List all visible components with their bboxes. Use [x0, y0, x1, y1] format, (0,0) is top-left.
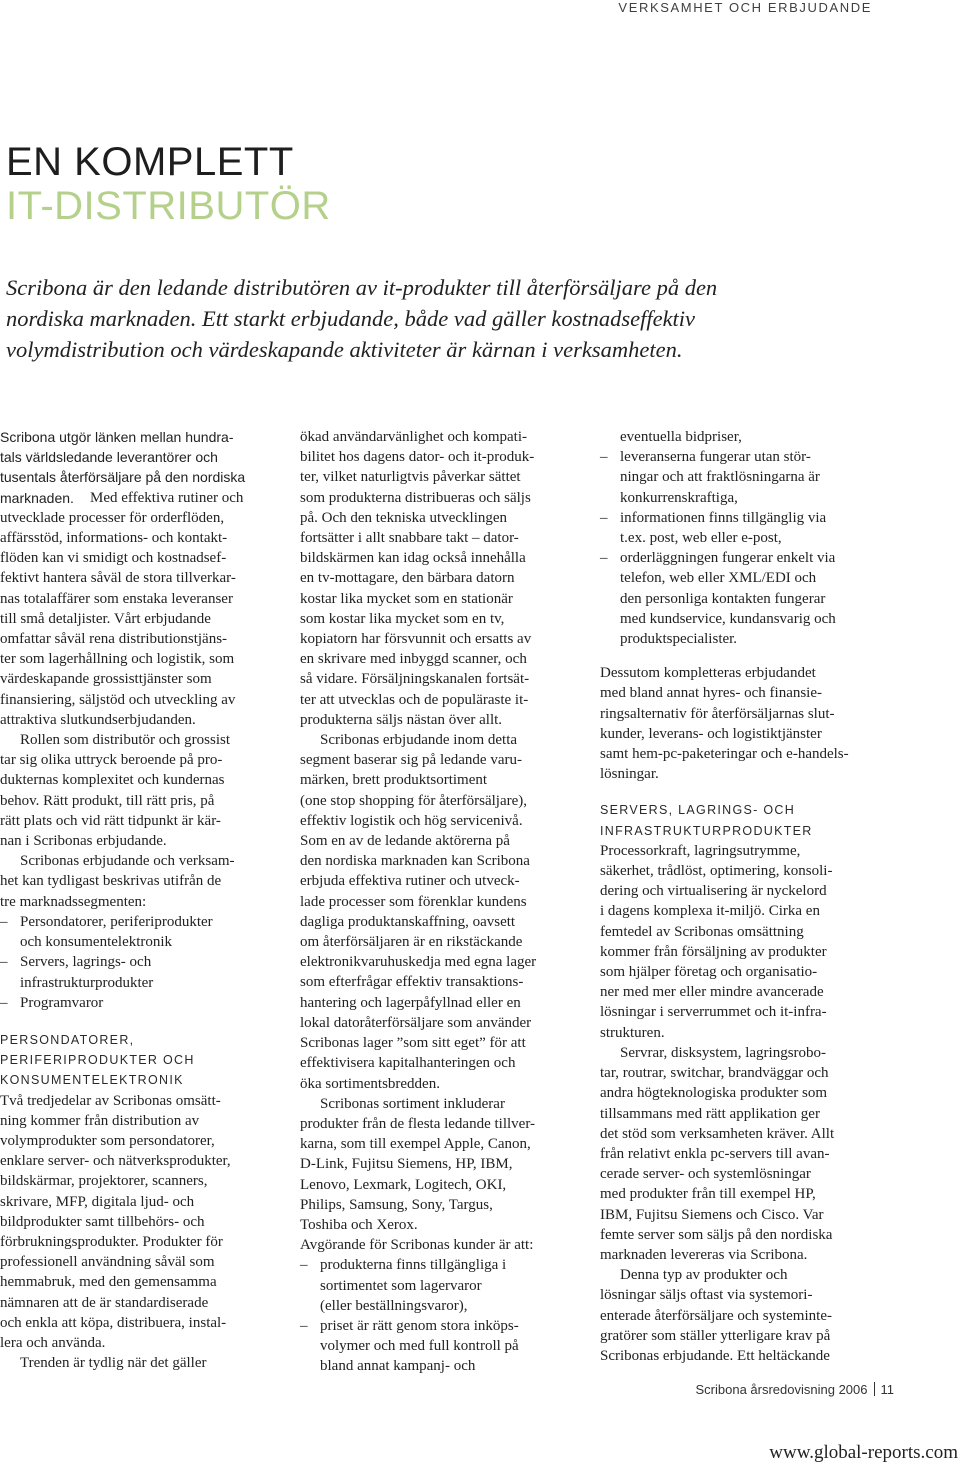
title-line-2: IT-DISTRIBUTÖR	[6, 184, 331, 228]
text-line: och konsumentelektronik	[20, 934, 173, 951]
section-heading	[0, 1030, 270, 1091]
paragraph	[0, 851, 270, 912]
text-line: professionell användning såväl som	[0, 1254, 215, 1271]
text-line: en tv-mottagare, den bärbara datorn	[300, 570, 515, 587]
text-line: erbjuda effektiva rutiner och utveck-	[300, 873, 520, 890]
paragraph	[300, 1235, 572, 1255]
text-line: tusentals återförsäljare på den nordiska	[0, 469, 246, 486]
text-line: volymer och med full kontroll på	[320, 1338, 519, 1355]
lead-paragraph	[6, 272, 936, 365]
criteria-list	[300, 1255, 572, 1376]
text-line: ter att utvecklas och de populäraste it-	[300, 691, 529, 708]
paragraph	[600, 1043, 872, 1265]
text-line: het kan tydligast beskrivas utifrån de	[0, 873, 222, 890]
text-line: marknaden levereras via Scribona.	[600, 1246, 808, 1263]
text-line: behov. Rätt produkt, till rätt pris, på	[0, 792, 215, 809]
text-line: utvecklade processer för orderflöden,	[0, 509, 225, 526]
text-line: marknaden.	[0, 489, 74, 506]
text-line: sortimentet som lagervaror	[320, 1277, 482, 1294]
footer-divider	[874, 1382, 875, 1396]
text-line: bildskärmen kan idag också innehålla	[300, 550, 526, 567]
text-line: ningar och att fraktlösningarna är	[620, 469, 820, 486]
text-line: effektivisera kapitalhanteringen och	[300, 1055, 516, 1072]
text-line: Scribonas erbjudande. Ett heltäckande	[600, 1347, 830, 1364]
lead-line: nordiska marknaden. Ett starkt erbjudande, både vad gäller kostnadseffektiv	[6, 306, 696, 331]
text-line: – leveranserna fungerar utan stör-	[620, 449, 811, 466]
text-line: femtedel av Scribonas omsättning	[600, 923, 804, 940]
text-line: enterade återförsäljare och systeminte-	[600, 1307, 832, 1324]
text-line: (eller beställningsvaror),	[320, 1297, 468, 1314]
text-line: med produkter från till exempel HP,	[600, 1186, 816, 1203]
text-line: lade processer som förenklar kundens	[300, 893, 527, 910]
heading-line: PERSONDATORER,	[0, 1032, 135, 1047]
text-line: lösningar i serverrummet och it-infra-	[600, 1004, 827, 1021]
text-column-1	[0, 427, 270, 1373]
text-line: Toshiba och Xerox.	[300, 1216, 418, 1233]
text-line: som hjälper företag och organisatio-	[600, 964, 818, 981]
text-line: som efterfrågar effektiv transaktions-	[300, 974, 524, 991]
text-line: hantering och lagerpåfyllnad eller en	[300, 994, 521, 1011]
list-item	[600, 508, 872, 548]
text-line: bildprodukter samt tillbehörs- och	[0, 1213, 205, 1230]
text-line: fortsätter i allt snabbare takt – dator-	[300, 530, 519, 547]
text-line: från relativt enkla pc-servers till avan-	[600, 1145, 830, 1162]
text-line: cerade server- och systemlösningar	[600, 1166, 811, 1183]
criteria-list-continued	[600, 447, 872, 649]
text-line: strukturen.	[600, 1024, 665, 1041]
page-title	[6, 140, 331, 228]
text-line: segment baserar sig på ledande varu-	[300, 752, 522, 769]
text-line: som produkterna distribueras och säljs	[300, 489, 531, 506]
text-line: i dagens komplexa it-miljö. Cirka en	[600, 903, 820, 920]
text-line: produkterna säljs nästan över allt.	[300, 711, 503, 728]
text-line: bilitet hos dagens dator- och it-produk-	[300, 449, 535, 466]
text-line: – Persondatorer, periferiprodukter	[20, 913, 213, 930]
text-line: – priset är rätt genom stora inköps-	[320, 1317, 519, 1334]
text-line: nas totalaffärer som enstaka leveranser	[0, 590, 233, 607]
heading-line: SERVERS, LAGRINGS- OCH	[600, 803, 796, 818]
page-footer	[696, 1382, 895, 1397]
text-line: en skrivare med inbyggd scanner, och	[300, 651, 527, 668]
paragraph	[0, 730, 270, 851]
text-line: Processorkraft, lagringsutrymme,	[600, 842, 801, 859]
text-line: Trenden är tydlig när det gäller	[20, 1355, 207, 1372]
text-line: förbrukningsprodukter. Produkter för	[0, 1233, 223, 1250]
text-line: D-Link, Fujitsu Siemens, HP, IBM,	[300, 1156, 513, 1173]
text-line: Dessutom kompletteras erbjudandet	[600, 665, 816, 682]
text-line: lösningar.	[600, 766, 659, 783]
list-item	[300, 1316, 572, 1377]
text-line: – informationen finns tillgänglig via	[620, 509, 827, 526]
text-line: lera och använda.	[0, 1334, 106, 1351]
text-line: – produkterna finns tillgängliga i	[320, 1257, 507, 1274]
text-line: till små detaljister. Vårt erbjudande	[0, 610, 211, 627]
heading-line: PERIFERIPRODUKTER OCH	[0, 1053, 195, 1068]
report-name: Scribona årsredovisning 2006	[695, 1382, 868, 1397]
paragraph	[0, 1091, 270, 1354]
text-line: med bland annat hyres- och finansie-	[600, 685, 823, 702]
text-line: den nordiska marknaden kan Scribona	[300, 853, 530, 870]
text-line: (one stop shopping för återförsäljare),	[300, 792, 528, 809]
text-line: Lenovo, Lexmark, Logitech, OKI,	[300, 1176, 507, 1193]
lead-line: volymdistribution och värdeskapande aktiviteter är kärnan i verksamheten.	[6, 337, 683, 362]
text-line: ter som lagerhållning och logistik, som	[0, 651, 235, 668]
text-line: så vidare. Försäljningskanalen fortsät-	[300, 671, 530, 688]
title-line-1: EN KOMPLETT	[6, 140, 294, 184]
text-line: – Programvaror	[20, 994, 104, 1011]
paragraph	[300, 427, 572, 730]
text-line: Rollen som distributör och grossist	[20, 732, 230, 749]
text-line: ökad användarvänlighet och kompati-	[300, 429, 528, 445]
page-number: 11	[880, 1382, 894, 1397]
paragraph	[0, 508, 270, 730]
text-line: ringsalternativ för återförsäljarnas slut-	[600, 705, 835, 722]
text-line: rätt plats och vid rätt tidpunkt är kär-	[0, 812, 221, 829]
text-line: nämnaren att de är standardiserade	[0, 1294, 209, 1311]
paragraph	[300, 730, 572, 1094]
text-line: omfattar såväl rena distributionstjäns-	[0, 631, 228, 648]
text-line: Servrar, disksystem, lagringsrobo-	[620, 1044, 827, 1061]
text-line: Som en av de ledande aktörerna på	[300, 833, 510, 850]
text-line: affärsstöd, informations- och kontakt-	[0, 530, 228, 547]
text-line: andra högteknologiska produkter som	[600, 1085, 828, 1102]
text-line: märken, brett produktsortiment	[300, 772, 488, 789]
watermark-url: www.global-reports.com	[769, 1442, 958, 1463]
text-line: dagliga produktanskaffning, oavsett	[300, 913, 516, 930]
text-line: karna, som till exempel Apple, Canon,	[300, 1136, 531, 1153]
text-line: hemmabruk, med den gemensamma	[0, 1274, 217, 1291]
text-line: Scribonas erbjudande inom detta	[320, 732, 518, 749]
text-line: IBM, Fujitsu Siemens och Cisco. Var	[600, 1206, 824, 1223]
paragraph	[600, 663, 872, 784]
text-line: dukternas komplexitet och kundernas	[0, 772, 225, 789]
text-line: konkurrenskraftiga,	[620, 489, 738, 506]
text-line: Philips, Samsung, Sony, Targus,	[300, 1196, 493, 1213]
list-item	[0, 993, 270, 1013]
text-line: enklare server- och nätverksprodukter,	[0, 1153, 231, 1170]
paragraph	[0, 1353, 270, 1373]
text-line: skrivare, MFP, digitala ljud- och	[0, 1193, 195, 1210]
text-line: telefon, web eller XML/EDI och	[620, 570, 817, 587]
list-item	[300, 1255, 572, 1316]
section-heading	[600, 800, 872, 840]
text-line: Två tredjedelar av Scribonas omsätt-	[0, 1092, 221, 1109]
text-line: tals världsledande leverantörer och	[0, 449, 218, 466]
text-line: Scribonas lager ”som sitt eget” för att	[300, 1035, 526, 1052]
text-line: bland annat kampanj- och	[320, 1358, 476, 1375]
text-line: tar sig olika uttryck beroende på pro-	[0, 752, 223, 769]
text-line: öka sortimentsbredden.	[300, 1075, 440, 1092]
text-line: kommer från försäljning av produkter	[600, 943, 827, 960]
text-column-3	[600, 427, 872, 1366]
text-line: fektivt hantera såväl de stora tillverkar-	[0, 570, 236, 587]
text-line: attraktiva slutkundserbjudanden.	[0, 711, 196, 728]
list-item	[0, 912, 270, 952]
text-line: värdeskapande grossisttjänster som	[0, 671, 212, 688]
text-line: effektiv logistik och hög servicenivå.	[300, 812, 523, 829]
paragraph	[300, 1094, 572, 1235]
text-line: ter, vilket naturligtvis påverkar sättet	[300, 469, 521, 486]
text-line: med kundservice, kundansvarig och	[620, 610, 836, 627]
text-line: tre marknadssegmenten:	[0, 893, 147, 910]
text-line: om återförsäljaren är en rikstäckande	[300, 934, 523, 951]
text-line: Scribona utgör länken mellan hundra-	[0, 429, 234, 445]
text-line: volymprodukter som persondatorer,	[0, 1132, 215, 1149]
text-line: – Servers, lagrings- och	[20, 954, 152, 971]
text-line: den personliga kontakten fungerar	[620, 590, 826, 607]
text-line: eventuella bidpriser,	[620, 429, 742, 445]
text-line: bildskärmar, projektorer, scanners,	[0, 1173, 208, 1190]
text-line: som kostar lika mycket som en tv,	[300, 610, 505, 627]
text-line: kostar lika mycket som en stationär	[300, 590, 513, 607]
text-column-2	[300, 427, 572, 1377]
text-line: säkerhet, trådlöst, optimering, konsoli-	[600, 863, 833, 880]
heading-line: INFRASTRUKTURPRODUKTER	[600, 823, 813, 838]
lead-line: Scribona är den ledande distributören av it-produkter till återförsäljare på den	[6, 275, 718, 300]
list-item	[600, 447, 872, 508]
text-line: infrastrukturprodukter	[20, 974, 154, 991]
text-line: elektronikvaruhuskedja med egna lager	[300, 954, 537, 971]
text-line: Scribonas sortiment inkluderar	[320, 1095, 505, 1112]
text-line: det stöd som verksamheten kräver. Allt	[600, 1125, 835, 1142]
text-line: dering och virtualisering är nyckelord	[600, 883, 827, 900]
text-line: lösningar säljs oftast via systemori-	[600, 1287, 813, 1304]
text-line: femte server som säljs på den nordiska	[600, 1226, 833, 1243]
text-line: produkter från de flesta ledande tillver-	[300, 1115, 536, 1132]
section-label: VERKSAMHET OCH ERBJUDANDE	[618, 0, 872, 15]
text-line: lokal datoråterförsäljare som använder	[300, 1014, 532, 1031]
list-item	[0, 952, 270, 992]
text-line: på. Och den tekniska utvecklingen	[300, 509, 508, 526]
text-line: Avgörande för Scribonas kunder är att:	[300, 1237, 534, 1254]
text-line: t.ex. post, web eller e-post,	[620, 530, 782, 547]
text-line: Scribonas erbjudande och verksam-	[20, 853, 235, 870]
text-line: kopiatorn har försvunnit och ersatts av	[300, 631, 532, 648]
text-line: produktspecialister.	[620, 631, 738, 648]
text-line: flöden kan vi smidigt och kostnadsef-	[0, 550, 227, 567]
paragraph	[600, 841, 872, 1043]
heading-line: KONSUMENTELEKTRONIK	[0, 1073, 184, 1088]
text-line: Med effektiva rutiner och	[90, 489, 244, 506]
text-line: Denna typ av produkter och	[620, 1267, 788, 1284]
text-line: ning kommer från distribution av	[0, 1112, 200, 1129]
text-line: och enkla att köpa, distribuera, instal-	[0, 1314, 227, 1331]
text-line: gratörer som ställer ytterligare krav på	[600, 1327, 831, 1344]
text-line: samt hem-pc-paketeringar och e-handels-	[600, 746, 849, 763]
list-item	[600, 548, 872, 649]
text-line: finansiering, säljstöd och utveckling av	[0, 691, 236, 708]
text-line: – orderläggningen fungerar enkelt via	[620, 550, 836, 567]
text-line: nan i Scribonas erbjudande.	[0, 833, 167, 850]
paragraph	[600, 1265, 872, 1366]
text-line: kunder, leverans- och logistiktjänster	[600, 725, 822, 742]
text-line: ner med mer eller mindre avancerade	[600, 984, 824, 1001]
text-line: tar, routrar, switchar, brandväggar och	[600, 1065, 829, 1082]
text-line: tillsammans med rätt applikation ger	[600, 1105, 820, 1122]
segment-list	[0, 912, 270, 1013]
